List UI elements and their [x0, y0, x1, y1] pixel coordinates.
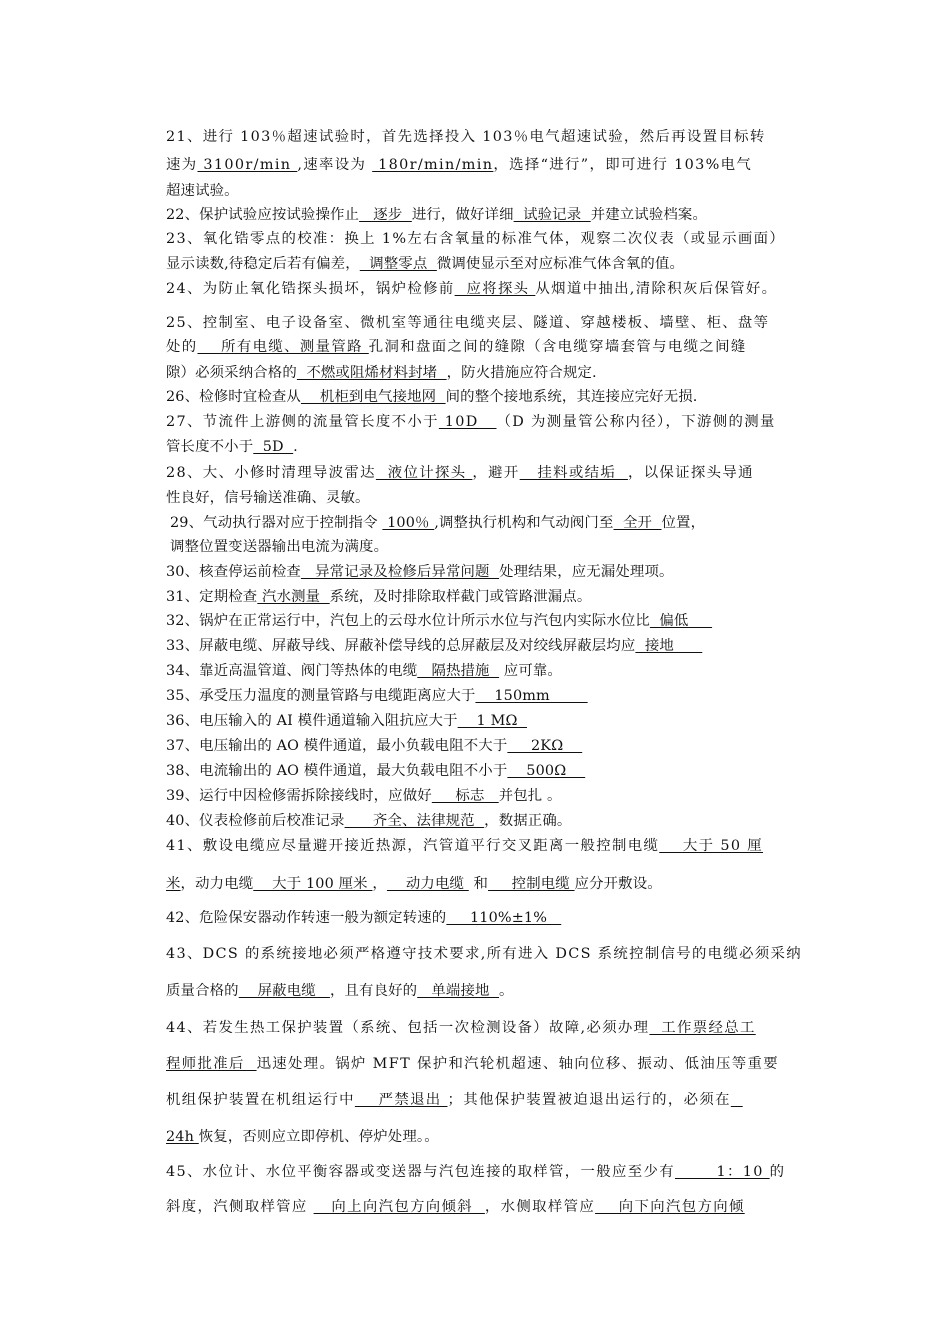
- text-segment: 30、核查停运前检查: [166, 564, 301, 580]
- text-segment: 24、为防止氧化锆探头损坏，锅炉检修前: [166, 281, 455, 297]
- answer-blank: 汽水测量: [257, 589, 330, 605]
- text-line: [166, 1019, 756, 1037]
- text-segment: 处的: [166, 339, 198, 355]
- text-segment: 32、锅炉在正常运行中，汽包上的云母水位计所示水位与汽包内实际水位比: [166, 613, 650, 629]
- text-segment: ，选择“进行”，即可进行 103%电气: [493, 157, 753, 173]
- text-segment: ；其他保护装置被迫退出运行的，必须在: [447, 1092, 731, 1108]
- text-segment: .: [293, 439, 298, 455]
- text-segment: 的: [769, 1164, 786, 1180]
- text-line: [166, 464, 754, 482]
- answer-blank: [731, 1092, 743, 1108]
- text-segment: 质量合格的: [166, 983, 239, 999]
- text-line: [166, 206, 707, 224]
- answer-blank: 3100r/min: [197, 157, 298, 173]
- text-segment: 隙）必须采纳合格的: [166, 365, 297, 381]
- answer-blank: 严禁退出: [354, 1092, 448, 1108]
- text-segment: ，水侧取样管应: [484, 1199, 596, 1215]
- answer-blank: 米: [166, 876, 181, 892]
- text-segment: ,速率设为: [297, 157, 373, 173]
- answer-blank: 全开: [613, 515, 662, 531]
- answer-blank: 液位计探头: [375, 465, 473, 481]
- text-segment: 性良好，信号输送准确、灵敏。: [166, 490, 370, 506]
- text-segment: 并包扎 。: [498, 788, 562, 804]
- text-line: [170, 538, 388, 556]
- answer-blank: 所有电缆、测量管路: [197, 339, 369, 355]
- text-line: [166, 388, 698, 406]
- text-line: [166, 712, 527, 730]
- text-line: [166, 837, 763, 855]
- answer-blank: 10D: [438, 414, 497, 430]
- answer-blank: 接地: [635, 638, 703, 654]
- text-segment: 管长度不小于: [166, 439, 254, 455]
- text-segment: 43、DCS 的系统接地必须严格遵守技术要求,所有进入 DCS 系统控制信号的电缆必须采纳: [166, 946, 802, 962]
- text-line: [166, 945, 802, 963]
- answer-blank: 单端接地: [417, 983, 499, 999]
- text-line: [166, 875, 662, 893]
- answer-blank: 异常记录及检修后异常问题: [300, 564, 500, 580]
- answer-blank: 2KΩ: [507, 738, 583, 754]
- answer-blank: 100％: [382, 515, 435, 531]
- text-segment: 45、水位计、水位平衡容器或变送器与汽包连接的取样管，一般应至少有: [166, 1164, 675, 1180]
- text-segment: ，: [372, 876, 387, 892]
- answer-blank: 屏蔽电缆: [238, 983, 330, 999]
- text-line: [166, 687, 588, 705]
- text-segment: 29、气动执行器对应于控制指令: [170, 515, 383, 531]
- text-segment: 31、定期检查: [166, 589, 258, 605]
- answer-blank: 150mm: [475, 688, 588, 704]
- text-segment: 22、保护试验应按试验操作止: [166, 207, 360, 223]
- answer-blank: 110%±1%: [446, 910, 562, 926]
- text-segment: 从烟道中抽出,清除积灰后保管好。: [535, 281, 778, 297]
- answer-blank: 程师批准后: [166, 1056, 257, 1072]
- text-segment: 38、电流输出的 AO 模件通道，最大负载电阻不小于: [166, 763, 508, 779]
- text-segment: 机组保护装置在机组运行中: [166, 1092, 355, 1108]
- text-segment: ，避开: [472, 465, 520, 481]
- text-line: [166, 128, 766, 146]
- text-line: [166, 413, 776, 431]
- text-segment: 21、进行 103％超速试验时，首先选择投入 103％电气超速试验，然后再设置目标转: [166, 129, 766, 145]
- text-line: [166, 588, 591, 606]
- text-segment: 位置，: [661, 515, 706, 531]
- text-segment: 44、若发生热工保护装置（系统、包括一次检测设备）故障,必须办理: [166, 1020, 650, 1036]
- text-segment: 并建立试验档案。: [590, 207, 708, 223]
- answer-blank: 5D: [253, 439, 294, 455]
- text-line: [166, 255, 684, 273]
- text-line: [166, 364, 597, 382]
- text-segment: 恢复，否则应立即停机、停炉处理。。: [198, 1129, 439, 1145]
- text-line: [166, 438, 298, 456]
- answer-blank: 工作票经总工: [649, 1020, 756, 1036]
- text-segment: （D 为测量管公称内径），下游侧的测量: [496, 414, 776, 430]
- text-line: [166, 787, 562, 805]
- text-line: [166, 489, 370, 507]
- text-segment: ，数据正确。: [484, 813, 572, 829]
- text-segment: 37、电压输出的 AO 模件通道，最小负载电阻不大于: [166, 738, 508, 754]
- text-segment: 25、控制室、电子设备室、微机室等通往电缆夹层、隧道、穿越楼板、墙壁、柜、盘等: [166, 315, 770, 331]
- text-segment: 应可靠。: [499, 663, 562, 679]
- answer-blank: 大于 50 厘: [659, 838, 764, 854]
- text-segment: 间的整个接地系统，其连接应完好无损.: [445, 389, 698, 405]
- text-line: [166, 338, 747, 356]
- answer-blank: 大于 100 厘米: [253, 876, 373, 892]
- text-segment: 和: [468, 876, 489, 892]
- text-segment: 42、危险保安器动作转速一般为额定转速的: [166, 910, 447, 926]
- text-segment: 显示读数,待稳定后若有偏差，: [166, 256, 360, 272]
- text-segment: 处理结果，应无漏处理项。: [499, 564, 674, 580]
- text-line: [166, 662, 562, 680]
- answer-blank: 挂料或结垢: [519, 465, 628, 481]
- text-line: [166, 637, 702, 655]
- answer-blank: 偏低: [649, 613, 713, 629]
- text-segment: ，防火措施应符合规定.: [446, 365, 597, 381]
- text-segment: 斜度，汽侧取样管应: [166, 1199, 314, 1215]
- text-line: [166, 563, 674, 581]
- text-line: [166, 314, 769, 332]
- text-line: [166, 812, 571, 830]
- text-line: [170, 514, 705, 532]
- text-segment: 系统，及时排除取样截门或管路泄漏点。: [329, 589, 592, 605]
- answer-blank: 控制电缆: [488, 876, 575, 892]
- answer-blank: 向下向汽包方向倾: [595, 1199, 745, 1215]
- text-segment: 27、节流件上游侧的流量管长度不小于: [166, 414, 439, 430]
- text-segment: 23、氧化锆零点的校准：换上 1%左右含氧量的标准气体，观察二次仪表（或显示画面）: [166, 231, 786, 247]
- text-segment: 孔洞和盘面之间的缝隙（含电缆穿墙套管与电缆之间缝: [368, 339, 747, 355]
- answer-blank: 试验记录: [513, 207, 591, 223]
- text-segment: 调整位置变送器输出电流为满度。: [170, 539, 389, 555]
- text-line: [166, 280, 777, 298]
- answer-blank: 逐步: [359, 207, 412, 223]
- answer-blank: 标志: [431, 788, 499, 804]
- text-line: [166, 982, 514, 1000]
- text-segment: 进行，做好详细: [411, 207, 514, 223]
- text-line: [166, 182, 239, 200]
- text-segment: 微调使显示至对应标准气体含氧的值。: [436, 256, 685, 272]
- text-line: [166, 1163, 785, 1181]
- text-segment: 超速试验。: [166, 183, 239, 199]
- answer-blank: 隔热措施: [417, 663, 500, 679]
- text-segment: 26、检修时宜检查从: [166, 389, 301, 405]
- text-segment: 33、屏蔽电缆、屏蔽导线、屏蔽补偿导线的总屏蔽层及对绞线屏蔽层均应: [166, 638, 636, 654]
- text-segment: 速为: [166, 157, 198, 173]
- text-segment: 。: [499, 983, 514, 999]
- text-segment: ，以保证探头导通: [627, 465, 754, 481]
- text-line: [166, 612, 712, 630]
- text-segment: 39、运行中因检修需拆除接线时，应做好: [166, 788, 432, 804]
- answer-blank: 调整零点: [359, 256, 437, 272]
- answer-blank: 动力电缆: [386, 876, 469, 892]
- text-segment: 40、仪表检修前后校准记录: [166, 813, 345, 829]
- text-line: [166, 1198, 745, 1216]
- answer-blank: 齐全、法律规范: [344, 813, 485, 829]
- text-segment: 41、敷设电缆应尽量避开接近热源，汽管道平行交叉距离一般控制电缆: [166, 838, 660, 854]
- text-line: [166, 737, 582, 755]
- text-segment: 迅速处理。锅炉 MFT 保护和汽轮机超速、轴向位移、振动、低油压等重要: [256, 1056, 780, 1072]
- text-segment: 35、承受压力温度的测量管路与电缆距离应大于: [166, 688, 476, 704]
- text-segment: 36、电压输入的 AI 模件通道输入阻抗应大于: [166, 713, 458, 729]
- answer-blank: 应将探头: [454, 281, 536, 297]
- answer-blank: 机柜到电气接地网: [300, 389, 446, 405]
- text-segment: ,调整执行机构和气动阀门至: [434, 515, 614, 531]
- answer-blank: 180r/min/min: [372, 157, 494, 173]
- text-line: [166, 156, 752, 174]
- text-line: [166, 1091, 743, 1109]
- text-line: [166, 1055, 779, 1073]
- answer-blank: 向上向汽包方向倾斜: [313, 1199, 485, 1215]
- text-segment: ，动力电缆: [180, 876, 254, 892]
- answer-blank: 1：10: [674, 1164, 770, 1180]
- text-segment: 34、靠近高温管道、阀门等热体的电缆: [166, 663, 418, 679]
- text-line: [166, 1128, 439, 1146]
- answer-blank: 1 MΩ: [457, 713, 527, 729]
- answer-blank: 不燃或阻烯材料封堵: [296, 365, 447, 381]
- text-line: [166, 762, 585, 780]
- answer-blank: 500Ω: [507, 763, 586, 779]
- text-segment: ，且有良好的: [329, 983, 418, 999]
- text-line: [166, 230, 785, 248]
- text-segment: 28、大、小修时清理导波雷达: [166, 465, 376, 481]
- answer-blank: 24h: [166, 1129, 199, 1145]
- text-line: [166, 909, 561, 927]
- text-segment: 应分开敷设。: [574, 876, 662, 892]
